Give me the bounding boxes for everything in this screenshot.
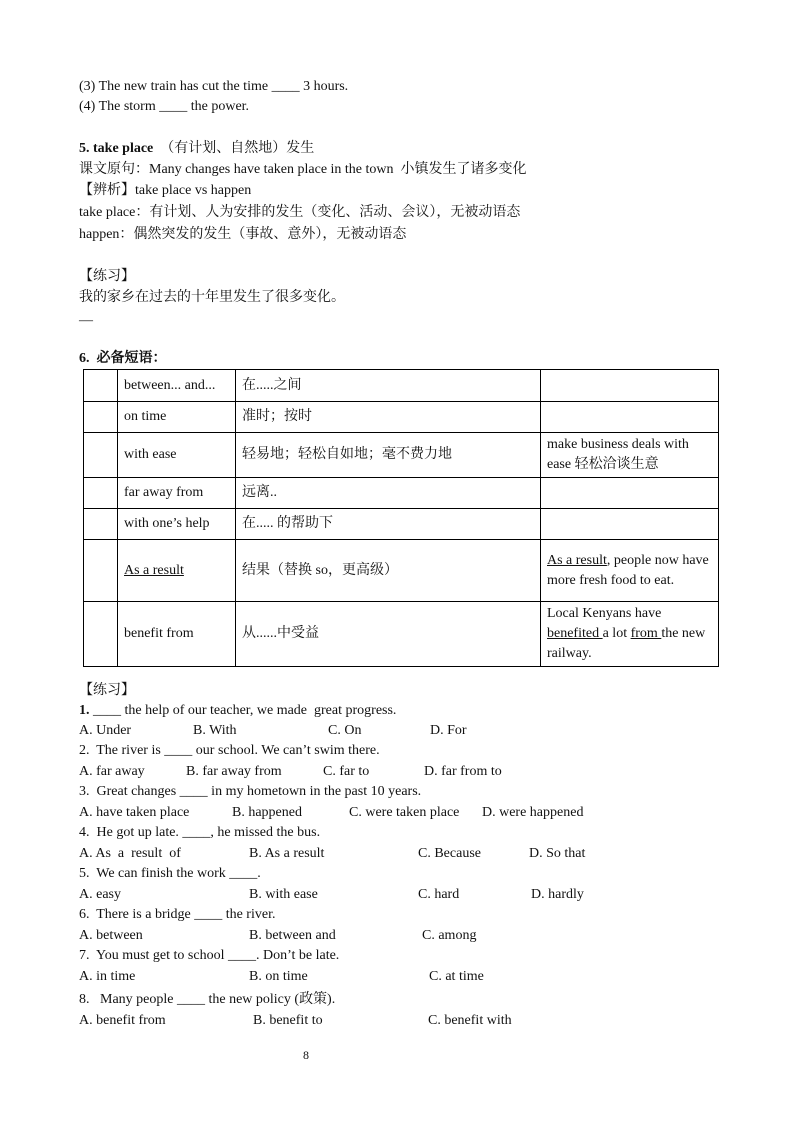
meaning-cell: 准时；按时 <box>236 402 541 433</box>
meaning-cell: 轻易地；轻松自如地；毫不费力地 <box>236 433 541 478</box>
phrase-cell: with one’s help <box>118 509 236 540</box>
practice-label-5: 【练习】 <box>79 269 135 284</box>
phrase-cell: benefit from <box>118 602 236 667</box>
option-b: B. As a result <box>249 846 325 861</box>
option-d: D. hardly <box>531 887 584 902</box>
option-a: A. far away <box>79 764 145 779</box>
options-5 <box>79 885 719 905</box>
example-text: a lot <box>602 626 631 641</box>
meaning-cell: 在..... 的帮助下 <box>236 509 541 540</box>
option-b: B. between and <box>249 928 336 943</box>
question-2: 2. The river is ____ our school. We can’t swim there. <box>79 743 380 758</box>
options-2 <box>79 762 719 782</box>
table-row <box>84 540 719 602</box>
answer-blank-5: — <box>79 313 93 328</box>
section-5-term: take place <box>93 141 154 156</box>
take-place-definition: take place：有计划、人为安排的发生（变化、活动、会议），无被动语态 <box>79 205 521 220</box>
example-text: the new railway. <box>547 626 706 661</box>
phrase-underlined: As a result <box>124 562 184 578</box>
example-text: Local Kenyans have <box>547 606 662 621</box>
option-c: C. On <box>328 723 362 738</box>
example-underlined: benefited <box>547 626 603 641</box>
meaning-cell: 从......中受益 <box>236 602 541 667</box>
option-d: D. were happened <box>482 805 584 820</box>
option-c: C. among <box>422 928 477 943</box>
phrase-cell: with ease <box>118 433 236 478</box>
options-8 <box>79 1011 719 1031</box>
example-cell <box>541 478 719 509</box>
section-5-number: 5. <box>79 141 90 156</box>
meaning-cell: 结果（替换 so，更高级） <box>236 540 541 602</box>
exercise-4: (4) The storm ____ the power. <box>79 99 250 114</box>
row-index-cell <box>84 433 118 478</box>
option-c: C. far to <box>323 764 370 779</box>
example-underlined: from <box>630 626 662 641</box>
option-a: A. Under <box>79 723 132 738</box>
section-6-heading: 6. 必备短语： <box>79 351 167 366</box>
question-5: 5. We can finish the work ____. <box>79 866 261 881</box>
row-index-cell <box>84 509 118 540</box>
example-cell <box>541 540 719 602</box>
section-5-note: （有计划、自然地）发生 <box>160 141 315 156</box>
option-c: C. were taken place <box>349 805 460 820</box>
example-cell <box>541 402 719 433</box>
table-row <box>84 602 719 667</box>
option-c: C. hard <box>418 887 460 902</box>
question-3: 3. Great changes ____ in my hometown in the past 10 years. <box>79 784 422 799</box>
row-index-cell <box>84 478 118 509</box>
example-text: , people now have more fresh food to eat. <box>547 552 709 588</box>
meaning-cell: 在.....之间 <box>236 370 541 402</box>
phrase-cell <box>118 540 236 602</box>
table-row <box>84 509 719 540</box>
option-b: B. With <box>193 723 237 738</box>
row-index-cell <box>84 402 118 433</box>
page-number: 8 <box>303 1048 309 1062</box>
option-a: A. As a result of <box>79 846 181 861</box>
option-c: C. at time <box>429 969 484 984</box>
section-5-heading <box>79 139 314 159</box>
question-number: 1. <box>79 703 90 718</box>
options-3 <box>79 803 719 823</box>
source-sentence: 课文原句：Many changes have taken place in the town 小镇发生了诸多变化 <box>79 162 527 177</box>
example-cell: make business deals with ease 轻松洽谈生意 <box>541 433 719 478</box>
phrase-cell: between... and... <box>118 370 236 402</box>
option-a: A. easy <box>79 887 121 902</box>
options-6 <box>79 926 719 946</box>
row-index-cell <box>84 540 118 602</box>
question-8: 8. Many people ____ the new policy (政策). <box>79 992 336 1007</box>
exercise-3: (3) The new train has cut the time ____ 3 hours. <box>79 79 349 94</box>
analysis-heading: 【辨析】take place vs happen <box>79 183 252 198</box>
option-d: D. So that <box>529 846 586 861</box>
practice-label: 【练习】 <box>79 683 135 698</box>
phrase-cell: on time <box>118 402 236 433</box>
option-b: B. far away from <box>186 764 282 779</box>
option-a: A. in time <box>79 969 136 984</box>
question-6: 6. There is a bridge ____ the river. <box>79 907 276 922</box>
question-1 <box>79 701 396 721</box>
meaning-cell: 远离.. <box>236 478 541 509</box>
option-c: C. benefit with <box>428 1013 512 1028</box>
option-a: A. between <box>79 928 143 943</box>
question-text: ____ the help of our teacher, we made great progress. <box>93 703 397 718</box>
question-7: 7. You must get to school ____. Don’t be late. <box>79 948 340 963</box>
practice-sentence-5: 我的家乡在过去的十年里发生了很多变化。 <box>79 290 345 305</box>
example-cell <box>541 370 719 402</box>
example-cell <box>541 602 719 667</box>
option-d: D. far from to <box>424 764 502 779</box>
option-b: B. with ease <box>249 887 318 902</box>
table-row <box>84 370 719 402</box>
phrase-table <box>83 369 719 667</box>
options-4 <box>79 844 719 864</box>
table-row <box>84 402 719 433</box>
example-underlined: As a result <box>547 552 607 568</box>
example-cell <box>541 509 719 540</box>
option-b: B. on time <box>249 969 308 984</box>
option-d: D. For <box>430 723 467 738</box>
row-index-cell <box>84 602 118 667</box>
options-1 <box>79 721 719 741</box>
happen-definition: happen：偶然突发的发生（事故、意外），无被动语态 <box>79 227 407 242</box>
option-a: A. benefit from <box>79 1013 166 1028</box>
option-b: B. benefit to <box>253 1013 323 1028</box>
option-b: B. happened <box>232 805 302 820</box>
question-4: 4. He got up late. ____, he missed the bus. <box>79 825 321 840</box>
table-row <box>84 478 719 509</box>
option-a: A. have taken place <box>79 805 190 820</box>
row-index-cell <box>84 370 118 402</box>
option-c: C. Because <box>418 846 481 861</box>
table-row <box>84 433 719 478</box>
phrase-cell: far away from <box>118 478 236 509</box>
options-7 <box>79 967 719 987</box>
